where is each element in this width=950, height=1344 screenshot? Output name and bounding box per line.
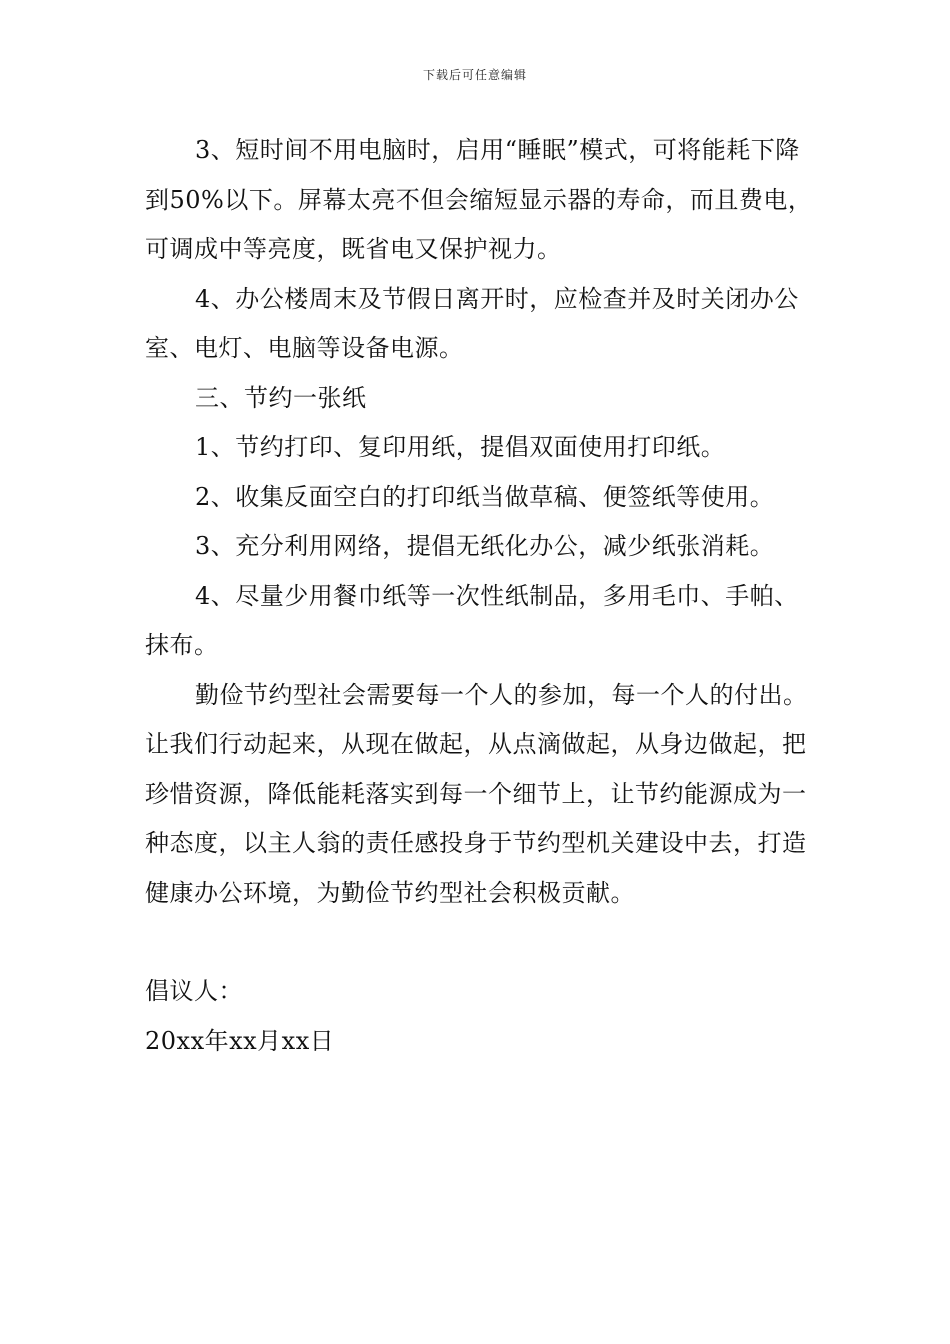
page-header: 下载后可任意编辑 bbox=[422, 68, 527, 82]
paragraph-conclusion: 勤俭节约型社会需要每一个人的参加，每一个人的付出。让我们行动起来，从现在做起，从点滴做起，从身边做起，把珍惜资源，降低能耗落实到每一个细节上，让节约能源成为一种态度，以主人翁的责任感投身于节约型机关建设中去，打造健康办公环境，为勤俭节约型社会积极贡献。 bbox=[145, 680, 808, 907]
paragraph-computer-sleep: 3、短时间不用电脑时，启用“睡眠”模式，可将能耗下降到50%以下。屏幕太亮不但会缩短显示器的寿命，而且费电，可调成中等亮度，既省电又保护视力。 bbox=[145, 136, 813, 263]
initiator-label: 倡议人： bbox=[145, 977, 243, 1005]
paragraph-double-sided: 1、节约打印、复印用纸，提倡双面使用打印纸。 bbox=[195, 433, 726, 461]
paragraph-paperless-office: 3、充分利用网络，提倡无纸化办公，减少纸张消耗。 bbox=[195, 532, 775, 560]
section-heading-save-paper: 三、节约一张纸 bbox=[195, 383, 367, 412]
paragraph-reduce-disposables: 4、尽量少用餐巾纸等一次性纸制品，多用毛巾、手帕、抹布。 bbox=[145, 581, 799, 659]
signature-date: 20xx年xx月xx日 bbox=[145, 1026, 335, 1055]
blank-line bbox=[145, 918, 815, 967]
document-body bbox=[145, 126, 815, 1066]
paragraph-office-power-off: 4、办公楼周末及节假日离开时，应检查并及时关闭办公室、电灯、电脑等设备电源。 bbox=[145, 284, 799, 362]
paragraph-reuse-paper: 2、收集反面空白的打印纸当做草稿、便签纸等使用。 bbox=[195, 482, 775, 511]
